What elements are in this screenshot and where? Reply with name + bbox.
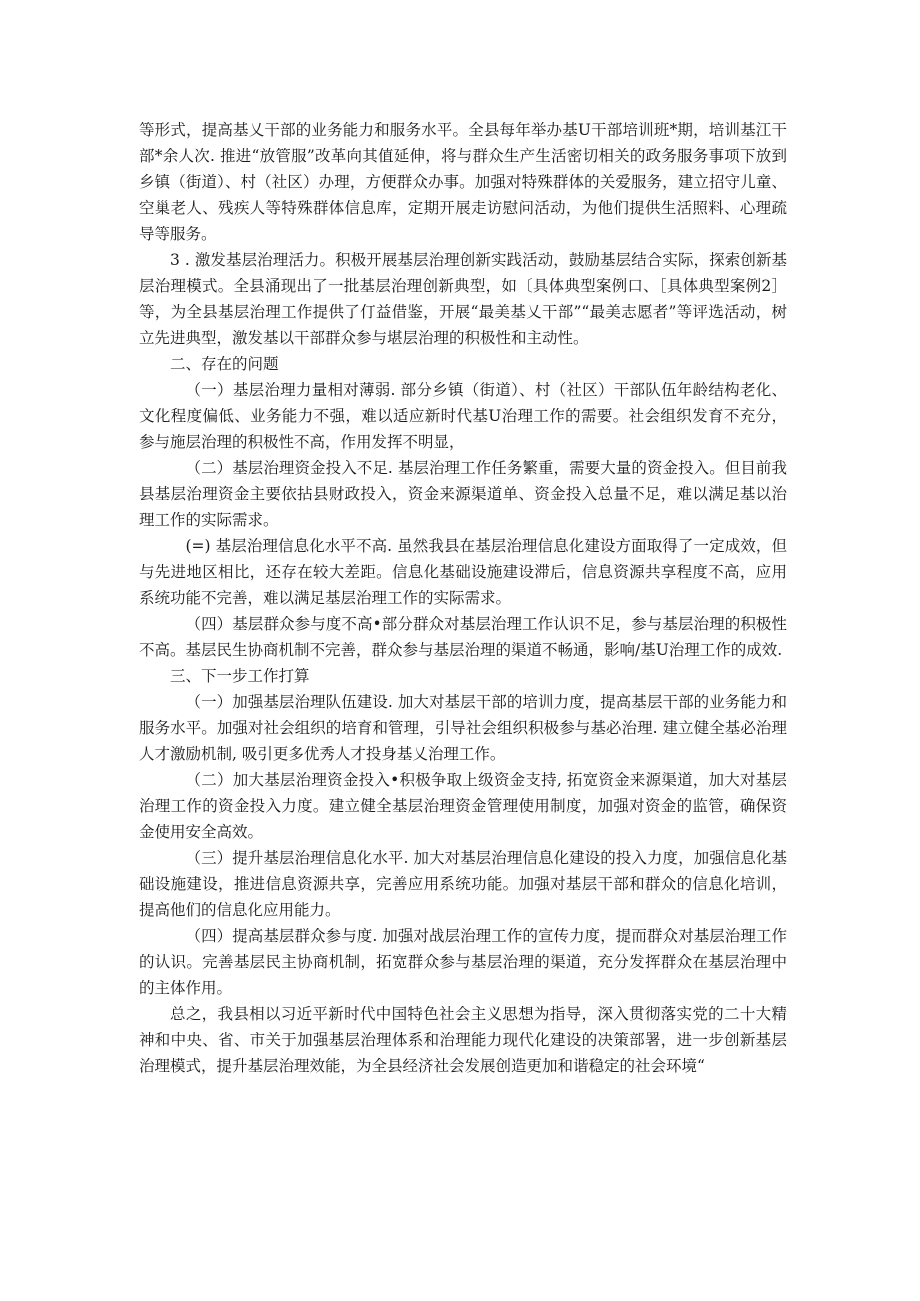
paragraph-plan-4: （四）提高基层群众参与度. 加强对战层治理工作的宣传力度，提而群众对基层治理工作的认识。完善基层民主协商机制，拓宽群众参与基层治理的渠道，充分发挥群众在基层治理中的主体作用。 — [139, 927, 787, 997]
paragraph-plan-1: （一）加强基层治理队伍建设. 加大对基层干部的培训力度，提高基层干部的业务能力和服务水平。加强对社会组织的培育和管理，引导社会组织积极参与基必治理. 建立健全基必治理人才激励机制, 吸引更多优秀人才投身基乂治理工作。 — [139, 693, 787, 763]
paragraph-plan-2: （二）加大基层治理资金投入•积极争取上级资金支持, 拓宽资金来源渠道，加大对基层治理工作的资金投入力度。建立健全基层治理资金管理使用制度，加强对资金的监管，确保资金使用安全高效。 — [139, 771, 787, 841]
paragraph-problem-1: （一）基层治理力量相对薄弱. 部分乡镇（街道）、村（社区）干部队伍年龄结构老化、文化程度偏低、业务能力不强，难以适应新时代基U治理工作的需要。社会组织发育不充分，参与施层治理的积极性不高，作用发挥不明显， — [139, 381, 787, 451]
section-heading-next-steps: 三、下一步工作打算 — [170, 667, 310, 685]
paragraph-governance-vitality: 3 . 激发基层治理活力。积极开展基层治理创新实践活动，鼓励基层结合实际，探索创新基层治理模式。全县涌现出了一批基层治理创新典型，如〔具体典型案例口、［具体典型案例2］等，为全县基层治理工作提供了仃益借鉴，开展“最美基乂干部”“最美志愿者”等评选活动，树立先进典型，激发基以干部群众参与堪层治理的积极性和主动性。 — [139, 251, 787, 347]
section-heading-problems: 二、存在的问题 — [170, 355, 279, 373]
paragraph-problem-4: （四）基层群众参与度不高•部分群众对基层治理工作认识不足，参与基层治理的积极性不高。基层民生协商机制不完善，群众参与基层治理的渠道不畅通，影响/基U治理工作的成效. — [139, 615, 787, 659]
paragraph-problem-3: (=) 基层治理信息化水平不高. 虽然我县在基层治理信息化建设方面取得了一定成效，但与先进地区相比，还存在较大差距。信息化基础设施建设滞后，信息资源共享程度不高，应用系统功能不完善，难以满足基层治理工作的实际需求。 — [139, 537, 787, 607]
paragraph-plan-3: （三）提升基层治理信息化水平. 加大对基层治理信息化建设的投入力度，加强信息化基础设施建设，推进信息资源共享，完善应用系统功能。加强对基层干部和群众的信息化培训，提高他们的信息化应用能力。 — [139, 849, 787, 919]
paragraph-service-level: 等形式，提高基乂干部的业务能力和服务水平。全县每年举办基U干部培训班*期，培训基江干部*余人次. 推进“放管服”改革向其值延伸，将与群众生产生活密切相关的政务服务事项下放到乡镇（街道）、村（社区）办理，方便群众办事。加强对特殊群体的关爱服务，建立招守儿童、空巢老人、残疾人等特殊群体信息库，定期开展走访慰问活动，为他们提供生活照料、心理疏导等服务。 — [139, 121, 787, 243]
paragraph-conclusion: 总之，我县相以习近平新时代中国特色社会主义思想为指导，深入贯彻落实党的二十大精神和中央、省、市关于加强基层治理体系和治理能力现代化建设的决策部署，进一步创新基层治理模式，提升基层治理效能，为全县经济社会发展创造更加和谐稳定的社会环境“ — [139, 1005, 787, 1075]
paragraph-problem-2: （二）基层治理资金投入不足. 基层治理工作任务繁重，需要大量的资金投入。但目前我县基层治理资金主要依拈县财政投入，资金来源渠道单、资金投入总量不足，难以满足基以治理工作的实际需求。 — [139, 459, 787, 529]
document-body — [139, 117, 787, 1079]
